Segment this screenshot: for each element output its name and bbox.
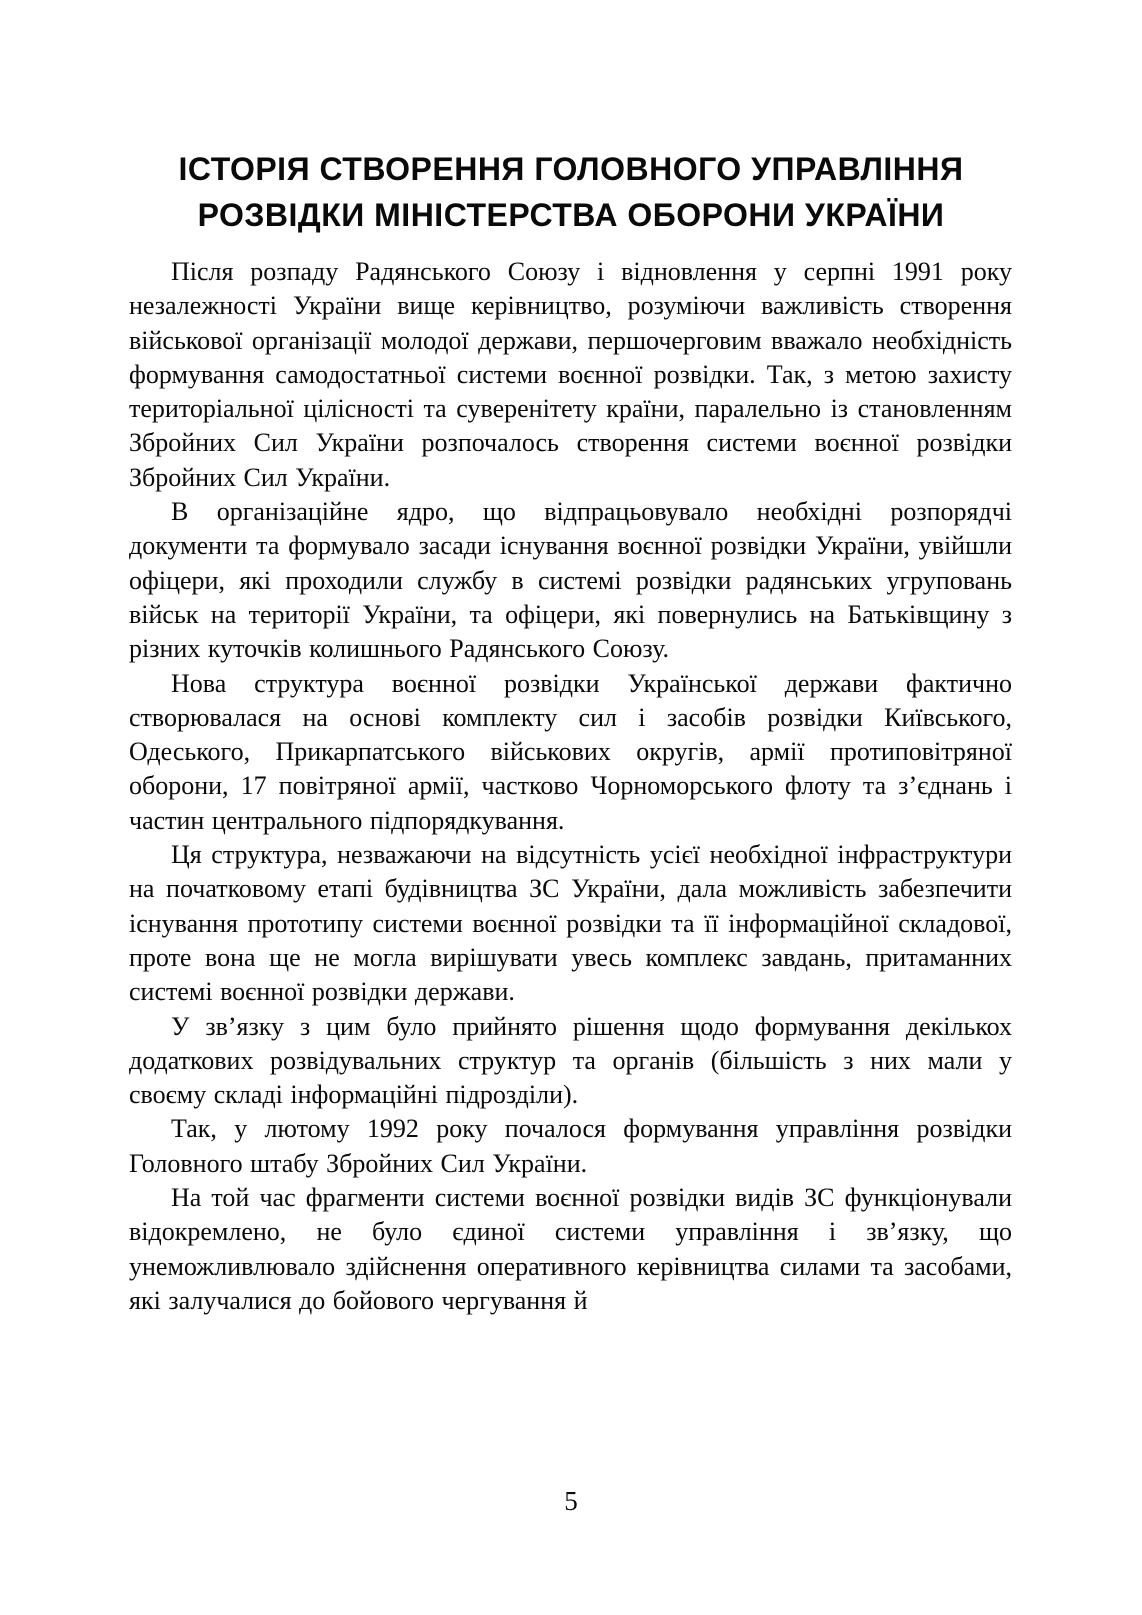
- paragraph-5: У зв’язку з цим було прийнято рішення щодо формування декількох додаткових розвідувальних структур та органів (більшість з них мали у своєму складі інформаційні підрозділи).: [129, 1011, 1012, 1110]
- page-title-line-2: РОЗВІДКИ МІНІСТЕРСТВА ОБОРОНИ УКРАЇНИ: [197, 197, 945, 233]
- paragraph-7: На той час фрагменти системи воєнної розвідки видів ЗС функціонували відокремлено, не було єдиної системи управління і зв’язку, що унеможливлювало здійснення оперативного керівництва силами та засобами, які залучалися до бойового чергування й: [129, 1183, 1012, 1315]
- paragraph-2: В організаційне ядро, що відпрацьовувало необхідні розпорядчі документи та формувало засади існування воєнної розвідки України, увійшли офіцери, які проходили службу в системі розвідки радянських угруповань військ на території України, та офіцери, які повернулись на Батьківщину з різних куточків колишнього Радянського Союзу.: [129, 497, 1012, 664]
- page-title-line-1: ІСТОРІЯ СТВОРЕННЯ ГОЛОВНОГО УПРАВЛІННЯ: [178, 151, 964, 187]
- document-body: [129, 255, 1012, 1318]
- page-number: 5: [564, 1486, 578, 1516]
- paragraph-1: Після розпаду Радянського Союзу і відновлення у серпні 1991 року незалежності України вище керівництво, розуміючи важливість створення військової організації молодої держави, першочерговим вважало необхідність формування самодостатньої системи воєнної розвідки. Так, з метою захисту територіальної цілісності та суверенітету країни, паралельно із становленням Збройних Сил України розпочалось створення системи воєнної розвідки Збройних Сил України.: [129, 257, 1012, 492]
- page-title: [0, 0, 1142, 238]
- paragraph-6: Так, у лютому 1992 року почалося формування управління розвідки Головного штабу Збройних Сил України.: [129, 1114, 1012, 1178]
- paragraph-4: Ця структура, незважаючи на відсутність усієї необхідної інфраструктури на початковому етапі будівництва ЗС України, дала можливість забезпечити існування прототипу системи воєнної розвідки та її інформаційної складової, проте вона ще не могла вирішувати увесь комплекс завдань, притаманних системі воєнної розвідки держави.: [129, 840, 1012, 1007]
- paragraph-3: Нова структура воєнної розвідки Української держави фактично створювалася на основі комплекту сил і засобів розвідки Київського, Одеського, Прикарпатського військових округів, армії протиповітряної оборони, 17 повітряної армії, частково Чорноморського флоту та з’єднань і частин центрального підпорядкування.: [129, 668, 1012, 835]
